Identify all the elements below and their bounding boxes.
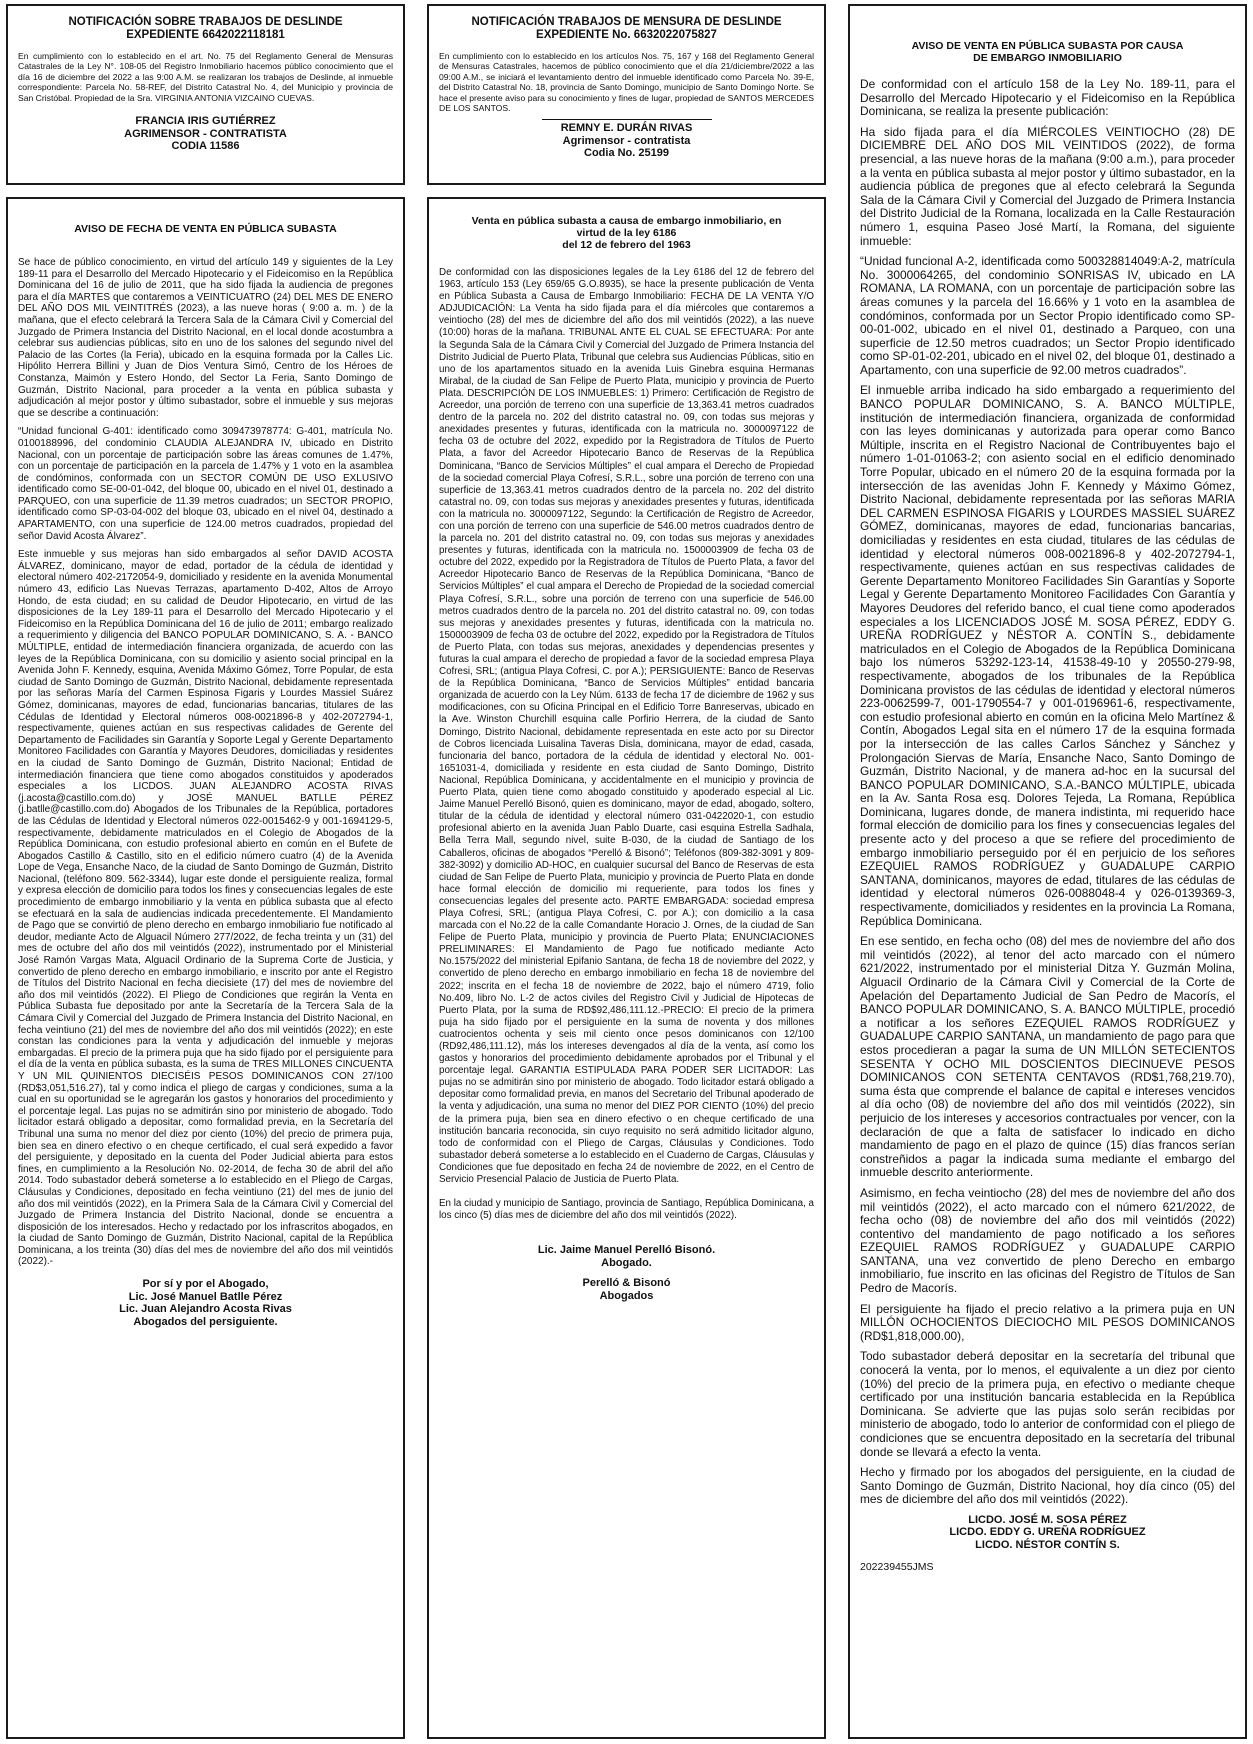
notice-mensura-box	[427, 4, 826, 185]
surveyor-name: REMNY E. DURÁN RIVAS	[560, 122, 693, 135]
lawyer-name: Lic. Juan Alejandro Acosta Rivas	[119, 1303, 292, 1316]
notice-subasta-signature	[18, 1278, 393, 1328]
notice-ley6186-title: Venta en pública subasta a causa de embargo inmobiliario, en	[471, 215, 782, 227]
notice-mensura-body: En cumplimiento con lo establecido en los artículos Nos. 75, 167 y 168 del Reglamento General de Mensuras Catastrales, hacemos de público conocimiento que el día 21/diciembre/2022 a las 09:00 A.M., se iniciará el levantamiento dentro del inmueble identificado como Parcela No. 39-E, del Distrito Catastral No. 18, provincia de Santo Domingo, municipio de Santo Domingo Norte. Se hace el presente aviso para su conocimiento y fines de lugar, propiedad de SANTOS MERCEDES DE LOS SANTOS.	[439, 51, 814, 114]
notice-paragraph: En ese sentido, en fecha ocho (08) del mes de noviembre del año dos mil veintidós (2022), al tenor del acto marcado con el número 621/2022, instrumentado por el ministerial Ditza Y. Guzmán Molina, Alguacil Ordinario de la Cámara Civil y Comercial de la Corte de Apelación del Departamento Judicial de San Pedro de Macorís, el BANCO POPULAR DOMINICANO, S. A. BANCO MÚLTIPLE, procedió a notificar a los señores EZEQUIEL RAMOS RODRÍGUEZ y GUADALUPE CARPIO SANTANA, un mandamiento de pago para que estos procedieran a pagar la suma de UN MILLÓN SETECIENTOS SESENTA Y OCHO MIL DOSCIENTOS DIECINUEVE PESOS DOMINICANOS CON SETENTA CENTAVOS (RD$1,768,219.70), suma ésta que comprende el balance de capital e intereses vencidos al día ocho (08) de noviembre del año dos mil veintidós (2022), sin perjuicio de los intereses y accesorios contractuales por vencer, con la declaración de que a falta de satisfacer lo indicado en dicho mandamiento de pago en el plazo de quince (15) días francos serían constreñidos a pagar la indicada suma mediante el embargo del inmueble descrito anteriormente.	[860, 934, 1235, 1180]
notice-paragraph: Se hace de público conocimiento, en virtud del artículo 149 y siguientes de la Ley 189-11 para el Desarrollo del Mercado Hipotecario y el Fideicomiso en la República Dominicana del 16 de julio de 2011, que ha sido fijada la audiencia de pregones para el día MARTES que contaremos a VEINTICUATRO (24) DEL MES DE ENERO DEL AÑO DOS MIL VEINTITRÉS (2023), a las nueve horas ( 9:00 a. m. ) de la mañana, que el efecto celebrará la Tercera Sala de la Cámara Civil y Comercial del Juzgado de Primera Instancia del Distrito Nacional, en el local donde acostumbra a celebrar sus audiencias públicas, sito en uno de los salones del segundo nivel del Palacio de las Cortes (la Feria), ubicado en la esquina formada por la Calles Lic. Hipólito Herrera Billini y Juan de Dios Ventura Simó, Centro de los Héroes de Constanza, Maimón y Estero Hondo, del Sector La Feria, Santo Domingo de Guzmán, Distrito Nacional, para proceder a la venta en pública subasta y adjudicación al mejor postor y último subastador, sobre el inmueble y sus mejoras que se describe a continuación:	[18, 257, 393, 419]
notice-paragraph: “Unidad funcional G-401: identificado como 309473978774: G-401, matrícula No. 0100188996, del condominio CLAUDIA ALEJANDRA IV, ubicado en Distrito Nacional, con un porcentaje de participación sobre las áreas comunes de 1.47%, con un porcentaje de participación en la parcela de 1.47% y 1 voto en la asamblea de condóminos, conformada con un SECTOR COMÚN DE USO EXLUSIVO identificado como SE-00-01-042, del bloque 00, ubicado en el nivel 01, destinado a PARQUEO, con una superficie de 11.39 metros cuadrados; un SECTOR PROPIO, identificado como SP-03-04-002 del bloque 03, ubicado en el nivel 04, destinado a APARTAMENTO, con una superficie de 124.00 metros cuadrados, propiedad del señor David Acosta Álvarez”.	[18, 426, 393, 542]
notice-paragraph: El persiguiente ha fijado el precio relativo a la primera puja en UN MILLÓN OCHOCIENTOS DIECIOCHO MIL PESOS DOMINICANOS (RD$1,818,000.00),	[860, 1301, 1235, 1343]
surveyor-codia: CODIA 11586	[171, 140, 240, 153]
signature-line-1: Por sí y por el Abogado,	[142, 1278, 269, 1291]
notice-romana-signature	[860, 1514, 1235, 1552]
notice-reference-code: 202239455JMS	[860, 1561, 934, 1574]
notice-ley6186-date: del 12 de febrero del 1963	[562, 239, 691, 251]
notice-deslinde-title: NOTIFICACIÓN SOBRE TRABAJOS DE DESLINDE	[68, 16, 343, 28]
notice-romana-box	[848, 4, 1247, 1739]
notice-romana-title: AVISO DE VENTA EN PÚBLICA SUBASTA POR CAUSA	[911, 40, 1184, 52]
notice-mensura-expediente: EXPEDIENTE No. 6632022075827	[536, 29, 717, 41]
lawyer-name: LICDO. EDDY G. UREÑA RODRÍGUEZ	[949, 1526, 1146, 1539]
notice-paragraph: Todo subastador deberá depositar en la secretaría del tribunal que conocerá la venta, por lo menos, el equivalente a un diez por ciento (10%) del precio de la primera puja, en efectivo o mediante cheque certificado por una institución bancaria establecida en la República Dominicana. Se advierte que las pujas solo serán recibidas por ministerio de abogado, todo lo anterior de conformidad con el pliego de condiciones que se encuentra depositado en la secretaría del tribunal donde se llevará a efecto la venta.	[860, 1349, 1235, 1459]
signature-line	[542, 119, 712, 120]
law-firm-name: Perelló & Bisonó	[582, 1277, 671, 1290]
notice-mensura-signature	[439, 122, 814, 160]
lawyer-role: Abogado.	[601, 1256, 652, 1269]
notice-paragraph: El inmueble arriba indicado ha sido embargado a requerimiento del BANCO POPULAR DOMINICANO, S. A. BANCO MÚLTIPLE, institución de intermediación financiera, organizada de conformidad con las leyes dominicanas y autorizada para operar como Banco Múltiple, inscrita en el Registro Nacional de Contribuyentes bajo el número 1-01-01063-2; con asiento social en el edificio denominado Torre Popular, ubicado en el número 20 de la esquina formada por la intersección de las avenidas John F. Kennedy y Máximo Gómez, Distrito Nacional, debidamente representada por las señoras MARIA DEL CARMEN ESPINOSA FIGARIS y LOURDES MASSIEL SUÁREZ GÓMEZ, dominicanas, mayores de edad, funcionarias bancarias, domiciliadas y residentes en esta ciudad, titulares de las cédulas de identidad y electoral números 008-0021896-8 y 402-2072794-1, respectivamente, quienes actúan en sus respectivas calidades de Gerente Departamento Monitoreo Facilidades Sin Garantías y Soporte Legal y Gerente Departamento Monitoreo Facilidades Con Garantía y Mayores Deudores del referido banco, el cual tiene como apoderados especiales a los LICENCIADOS JOSÉ M. SOSA PÉREZ, EDDY G. UREÑA RODRÍGUEZ y NÉSTOR A. CONTÍN S., debidamente matriculados en el Colegio de Abogados de la República Dominicana bajo los números 53292-123-14, 41538-49-10 y 20550-279-98, respectivamente, abogados de los tribunales de la República Dominicana provistos de las cédulas de identidad y electoral números 223-0062599-7, 001-1790554-7 y 001-0196961-6, respectivamente, con estudio profesional abierto en común en la oficina Melo Martínez & Contín, Abogados Legal sita en el número 17 de la esquina formada por la intersección de las calles Carlos Sánchez y Sánchez y Prolongación Siervas de María, Ensanche Naco, Santo Domingo de Guzmán, Distrito Nacional, y de manera ad-hoc en la sucursal del BANCO POPULAR DOMINICANO, S.A.-BANCO MÚLTIPLE, ubicada en la Av. Santa Rosa esq. Dolores Tejeda, La Romana, República Dominicana, lugares donde, de manera indistinta, mi requerido hace formal elección de domicilio para los fines y consecuencias legales del presente acto y del proceso a que se refiere del procedimiento de embargo inmobiliario perseguido por él en perjuicio de los señores EZEQUIEL RAMOS RODRÍGUEZ y GUADALUPE CARPIO SANTANA, dominicanos, mayores de edad, titulares de las cédulas de identidad y electoral números 026-0088048-4 y 026-0139369-3, respectivamente, domiciliados y residentes en la provincia La Romana, República Dominicana.	[860, 383, 1235, 928]
notice-romana-body	[860, 78, 1235, 1507]
notice-deslinde-body: En cumplimiento con lo establecido en el art. No. 75 del Reglamento General de Mensuras Catastrales de la Ley N°. 108-05 del Registro Inmobiliario hacemos público conocimiento que el día 16 de diciembre del 2022 a las 9:00 A.M. se realizaran los trabajos de Deslinde, al inmueble correspondiente: Parcela No. 58-REF, del Distrito Catastral No. 4, del Municipio y provincia de San Cristóbal. Propiedad de la Sra. VIRGINIA ANTONIA VIZCAINO CUEVAS.	[18, 51, 393, 103]
notice-romana-subtitle: DE EMBARGO INMOBILIARIO	[973, 52, 1122, 64]
surveyor-role: Agrimensor - contratista	[562, 134, 691, 147]
law-firm-role: Abogados	[599, 1289, 654, 1302]
notice-paragraph: Este inmueble y sus mejoras han sido embargados al señor DAVID ACOSTA ÁLVAREZ, dominicano, mayor de edad, portador de la cédula de identidad y electoral número 402-2172054-9, domiciliado y residente en la avenida Monumental número 43, edificio Las Nuevas Terrazas, apartamento D-402, Altos de Arroyo Hondo, de esta ciudad; en su calidad de Deudor Hipotecario, en virtud de las disposiciones de la Ley 189-11 para el Desarrollo del Mercado Hipotecario y el Fideicomiso en la República Dominicana del 16 de julio de 2011; embargo realizado a requerimiento y diligencia del BANCO POPULAR DOMINICANO, S. A. - BANCO MÚLTIPLE, entidad de intermediación financiera organizada, de acuerdo con las leyes de la República Dominicana, con su domicilio y asiento social principal en la Avenida John F. Kennedy, esquina, Avenida Máximo Gómez, Torre Popular, de esta ciudad de Santo Domingo de Guzmán, Distrito Nacional, debidamente representada por las señoras María del Carmen Espinosa Figaris y Lourdes Massiel Suárez Gómez, dominicanas, mayores de edad, funcionarias bancarias, titulares de las Cédulas de Identidad y Electoral números 008-0021896-8 y 402-2072794-1, respectivamente, quienes actúan en sus respectivas calidades de Gerente del Departamento de Facilidades sin Garantía y Soporte Legal y Gerente Departamento Monitoreo Facilidades con Garantía y Mayores Deudores, domiciliadas y residentes en la ciudad de Santo Domingo de Guzmán, Distrito Nacional; Entidad de intermediación financiera que tiene como abogados constituidos y apoderados especiales a los LICDOS. JUAN ALEJANDRO ACOSTA RIVAS (j.acosta@castillo.com.do) y JOSÉ MANUEL BATLLE PÉREZ (j.batlle@castillo.com.do) Abogados de los Tribunales de la República, portadores de las Cédulas de Identidad y Electoral números 022-0015462-9 y 001-1694129-5, respectivamente, debidamente matriculados en el Colegio de Abogados de la República Dominicana, con estudio profesional abierto en común en el Bufete de Abogados Castillo & Castillo, sito en el edificio número cuatro (4) de la Avenida Lope de Vega, Ensanche Naco, de la ciudad de Santo Domingo de Guzmán, Distrito Nacional, (teléfono 809. 562-3344), lugar este donde el persiguiente realiza, formal y expresa elección de domicilio para todos los fines y consecuencias legales de este procedimiento de embargo inmobiliario y la venta en pública subasta que al efecto se efectuará en la sala de audiencias indicada precedentemente. El Mandamiento de Pago que se convirtió de pleno derecho en embargo inmobiliario fue notificado al deudor, mediante Acto de Alguacil Número 277/2022, de fecha treinta y un (31) del mes de octubre del año dos mil veintidós (2022), instrumentado por el Ministerial José Ramón Vargas Mata, Alguacil Ordinario de la Suprema Corte de Justicia, y convertido de pleno derecho en embargo inmobiliario, e inscrito por ante el Registro de Títulos del Distrito Nacional en fecha diecisiete (17) del mes de noviembre del año dos mil veintidós (2022). El Pliego de Condiciones que regirán la Venta en Pública Subasta fue depositado por ante la Secretaría de la Tercera Sala de la Cámara Civil y Comercial del Juzgado de Primera Instancia del Distrito Nacional, en fecha veintiuno (21) del mes de noviembre del año dos mil veintidós (2022); en este constan las condiciones para la venta y adjudicación del inmueble y mejoras embargadas. El precio de la primera puja que ha sido fijado por el persiguiente para el día de la venta en pública subasta, es la suma de TRES MILLONES CINCUENTA Y UN MIL QUINIENTOS DIECISÉIS PESOS DOMINICANOS CON 27/100 (RD$3,051,516.27), tal y como indica el pliego de cargas y condiciones, suma a la cual en su oportunidad se le agregarán los gastos y honorarios del procedimiento y el porcentaje legal. Las pujas no se admitirán sino por ministerio de abogado. Todo licitador estará obligado a depositar, como formalidad previa, en la Secretaría del Tribunal una suma no menor del diez por ciento (10%) del precio de primera puja, bien sea en dinero efectivo o en cheque certificado, el cual será expedido a favor del persiguiente, y depositado en la cuenta del Poder Judicial abierta para estos fines, en cumplimiento a la Resolución No. 02-2014, de fecha 30 de abril del año 2014. Todo subastador deberá someterse a lo establecido en el Pliego de Cargas, Cláusulas y Condiciones, depositado en fecha veintiuno (21) del mes de junio del año dos mil veintidós (2022), en la Primera Sala de la Cámara Civil y Comercial del Juzgado de Primera Instancia del Distrito Nacional, donde se encuentra a disposición de los interesados. Hecho y redactado por los infrascritos abogados, en la ciudad de Santo Domingo de Guzmán, Distrito Nacional, capital de la República Dominicana, a los treinta (30) días del mes de noviembre del año dos mil veintidós (2022).-	[18, 549, 393, 1268]
notice-subasta-title: AVISO DE FECHA DE VENTA EN PÚBLICA SUBASTA	[74, 223, 337, 235]
notice-deslinde-expediente: EXPEDIENTE 6642022118181	[126, 29, 285, 41]
lawyer-name: Lic. Jaime Manuel Perelló Bisonó.	[537, 1244, 716, 1257]
lawyer-name: LICDO. JOSÉ M. SOSA PÉREZ	[968, 1513, 1127, 1526]
notice-ley6186-signature	[439, 1244, 814, 1302]
notice-paragraph: De conformidad con las disposiciones legales de la Ley 6186 del 12 de febrero del 1963, artículo 153 (Ley 659/65 G.O.8935), se hace la presente publicación de Venta en Pública Subasta a Causa de Embargo Inmobiliario: FECHA DE LA VENTA Y/O ADJUDICACIÓN: La Venta ha sido fijada para el día miércoles que contaremos a veintiocho (28) del mes de diciembre del año dos mil veintidós (2022), a las nueve (10:00) horas de la mañana. TRIBUNAL ANTE EL CUAL SE EFECTUARA: Por ante la Segunda Sala de la Cámara Civil y Comercial del Juzgado de Primera Instancia del Distrito Judicial de Puerto Plata, Tribunal que celebra sus Audiencias Públicas, sitio en uno de los apartamentos situado en la avenida Luis Ginebra esquina Hermanas Mirabal, de la ciudad de San Felipe de Puerto Plata, municipio y provincia de Puerto Plata. DESCRIPCIÓN DE LOS INMUEBLES: 1) Primero: Certificación de Registro de Acreedor, una porción de terreno con una superficie de 13,363.41 metros cuadrados dentro de la parcela no. 202 del distrito catastral no. 09, con todas sus mejoras y anexidades presentes y futuras, identificada con la matricula no. 3000097122 de fecha 03 de octubre del 2022, expedido por la Registradora de Títulos de Puerto Plata, a favor del Acreedor Hipotecario Banco de Reservas de la República Dominicana, “Banco de Servicios Múltiples” el cual ampara el Derecho de Propiedad de la sociedad comercial Playa Cofresí, S.R.L., sobre una porción de terreno con una superficie de 13,363.41 metros cuadrados dentro de la parcela no. 202 del distrito catastral no. 09, con todas sus mejoras y anexidades presentes y futuras, identificada con la matricula no. 3000097122, Segundo: la Certificación de Registro de Acreedor, con una porción de terreno con una superficie de 546.00 metros cuadrados dentro de la parcela no. 201 del distrito catastral no. 09, con todas sus mejoras y anexidades presentes y futuras, identificada con la matricula no. 1500003909 de fecha 03 de octubre del 2022, expedido por la Registradora de Títulos de Puerto Plata, a favor del Acreedor Hipotecario Banco de Reservas de la República Dominicana, “Banco de Servicios Múltiples” el cual ampara el Derecho de Propiedad de la sociedad comercial Playa Cofresí, S.R.L., sobre una porción de terreno con una superficie de 546.00 metros cuadrados dentro de la parcela no. 201 del distrito catastral no. 09, con todas sus mejoras y anexidades presentes y futuras, identificada con la matricula no. 1500003909 de fecha 03 de octubre del 2022, expedido por la Registradora de Títulos de Puerto Plata, con todas sus mejoras, anexidades y dependencias presentes y futuras la cual ampara el derecho de propiedad a favor de la sociedad empresa Playa Cofresi, SRL; (antigua Playa Cofresi, C. por A.); PERSIGUIENTE: Banco de Reservas de la República Dominicana, “Banco de Servicios Múltiples” entidad bancaria organizada de acuerdo con la Ley Núm. 6133 de fecha 17 de diciembre de 1962 y sus modificaciones, con su Oficina Principal en el Edificio Torre Banreservas, ubicado en la Ave. Winston Churchill esquina calle Porfirio Herrera, de la ciudad de Santo Domingo, Distrito Nacional, debidamente representada en este acto por su Director de Cobros licenciada Luisalina Taveras Disla, dominicana, mayor de edad, casada, funcionaria del banco, portadora de la cédula de identidad y electoral No. 001-1651031-4, domiciliada y residente en esta ciudad de Santo Domingo, Distrito Nacional, República Dominicana, y accidentalmente en el municipio y provincia de Puerto Plata, quien tiene como abogado constituido y apoderado especial al Lic. Jaime Manuel Perelló Bisonó, quien es dominicano, mayor de edad, abogado, soltero, titular de la cédula de identidad y electoral número 031-0422020-1, con estudio profesional abierto en la avenida Juan Pablo Duarte, casi esquina Estrella Sadhala, Bella Terra Mall, segundo nivel, suite B-030, de la ciudad de Santiago de los Caballeros, oficinas de abogados “Perelló & Bisonó”; Teléfonos (809-382-3091 y 809-382-3092) y domicilio AD-HOC, en cualquier sucursal del Banco de Reservas de esta ciudad de San Felipe de Puerto Plata, municipio y provincia de Puerto Plata en donde hace formal elección de domicilio mi requeriente, para todos los fines y consecuencias legales del presente acto. PARTE EMBARGADA: sociedad empresa Playa Cofresi, SRL; (antigua Playa Cofresi, C. por A.); con domicilio a la casa marcada con el No.22 de la calle Comandante Horacio J. Ornes, de la ciudad de San Felipe de Puerto Plata, municipio y provincia de Puerto Plata; ENUNCIACIONES PRELIMINARES: El Mandamiento de Pago fue notificado mediante Acto No.1575/2022 del ministerial Epifanio Santana, de fecha 18 de noviembre del 2022, y convertido de pleno derecho en embargo inmobiliario en fecha 18 de noviembre del 2022; inscrita en el fecha 18 de noviembre de 2022, bajo el número 4719, folio No.409, libro No. L-2 de actos civiles del Registro Civil y Judicial de Hipotecas de Puerto Plata, por la suma de RD$92,486,111.12.-PRECIO: El precio de la primera puja ha sido fijado por el persiguiente en la suma de noventa y dos millones cuatrocientos ochenta y seis mil ciento once pesos dominicanos con 12/100 (RD92,486,111.12), más los intereses devengados al día de la venta, así como los gastos y honorarios del procedimiento debidamente aprobados por el Tribunal y el porcentaje legal. GARANTIA ESTIPULADA PARA PODER SER LICITADOR: Las pujas no se admitirán sino por ministerio de abogado. Todo licitador estará obligado a depositar como formalidad previa, en manos del Secretario del Tribunal apoderado de la venta y adjudicación, una suma no menor del DIEZ POR CIENTO (10%) del precio de la primera puja, bien sea en dinero efectivo o en cheque certificado de una institución bancaria reconocida, sin cuyo requisito no será admitido licitador alguno, todo de conformidad con el Pliego de Cargas, Cláusulas y Condiciones. Todo subastador deberá someterse a lo establecido en el Cuaderno de Cargas, Cláusulas y Condiciones que fue depositado en fecha 24 de noviembre de 2022, en el Centro de Servicio Presencial Palacio de Justicia de Puerto Plata.	[439, 267, 814, 1186]
notice-paragraph: Hecho y firmado por los abogados del persiguiente, en la ciudad de Santo Domingo de Guzmán, Distrito Nacional, hoy día cinco (05) del mes de diciembre del año dos mil veintidós (2022).	[860, 1465, 1235, 1507]
notice-paragraph: Ha sido fijada para el día MIÉRCOLES VEINTIOCHO (28) DE DICIEMBRE DEL AÑO DOS MIL VEINTIDOS (2022), de forma presencial, a las nueve horas de la mañana (9:00 a.m.), para proceder a la venta en pública subasta al mejor postor y último subastador, en la audiencia pública de pregones que al efecto celebrará la Segunda Sala de la Cámara Civil y Comercial del Juzgado de Primera Instancia del Distrito Judicial de la Romana, localizada en la Calle Restauración número 1, esquina Paseo José Martí, la Romana, del siguiente inmueble:	[860, 124, 1235, 248]
lawyer-name: Lic. José Manuel Batlle Pérez	[128, 1290, 283, 1303]
surveyor-name: FRANCIA IRIS GUTIÉRREZ	[135, 115, 276, 128]
surveyor-role: AGRIMENSOR - CONTRATISTA	[124, 127, 287, 140]
notice-mensura-title: NOTIFICACIÓN TRABAJOS DE MENSURA DE DESLINDE	[471, 16, 782, 28]
notice-subasta-box	[6, 197, 405, 1739]
notice-ley6186-subtitle: virtud de la ley 6186	[576, 227, 677, 239]
lawyer-name: LICDO. NÉSTOR CONTÍN S.	[975, 1538, 1120, 1551]
lawyer-role: Abogados del persiguiente.	[133, 1315, 278, 1328]
notice-subasta-body	[18, 257, 393, 1268]
notice-paragraph: Asimismo, en fecha veintiocho (28) del mes de noviembre del año dos mil veintidós (2022), el acto marcado con el número 621/2022, de fecha ocho (08) de noviembre del año dos mil veintidós (2022) contentivo del mandamiento de pago notificado a los señores EZEQUIEL RAMOS RODRÍGUEZ y GUADALUPE CARPIO SANTANA, una vez convertido de pleno Derecho en embargo inmobiliario, fue inscrito en las oficinas del Registro de Títulos de San Pedro de Macorís.	[860, 1185, 1235, 1296]
notice-paragraph: En la ciudad y municipio de Santiago, provincia de Santiago, República Dominicana, a los cinco (5) días mes de diciembre del año dos mil veintidós (2022).	[439, 1198, 814, 1222]
surveyor-codia: Codia No. 25199	[584, 147, 669, 160]
notice-ley6186-body	[439, 267, 814, 1222]
notice-deslinde-box	[6, 4, 405, 185]
notice-deslinde-signature	[18, 115, 393, 153]
notice-paragraph: De conformidad con el artículo 158 de la Ley No. 189-11, para el Desarrollo del Mercado Hipotecario y el Fideicomiso en la República Dominicana, se realiza la presente publicación:	[860, 77, 1235, 119]
notice-paragraph: “Unidad funcional A-2, identificada como 500328814049:A-2, matrícula No. 3000064265, del condominio SONRISAS IV, ubicado en LA ROMANA, LA ROMANA, con un porcentaje de participación sobre las áreas comunes y la parcela del 16.66% y 1 voto en la asamblea de condóminos, conformada por un Sector Propio identificado como SP-00-01-002, ubicado en el nivel 01, destinado a Parqueo, con una superficie de 12.50 metros cuadrados; un Sector Propio identificado como SP-01-02-201, ubicado en el nivel 02, del bloque 01, destinado a Apartamento, con una superficie de 92.00 metros cuadrados”.	[860, 254, 1235, 377]
notice-ley6186-box	[427, 197, 826, 1739]
